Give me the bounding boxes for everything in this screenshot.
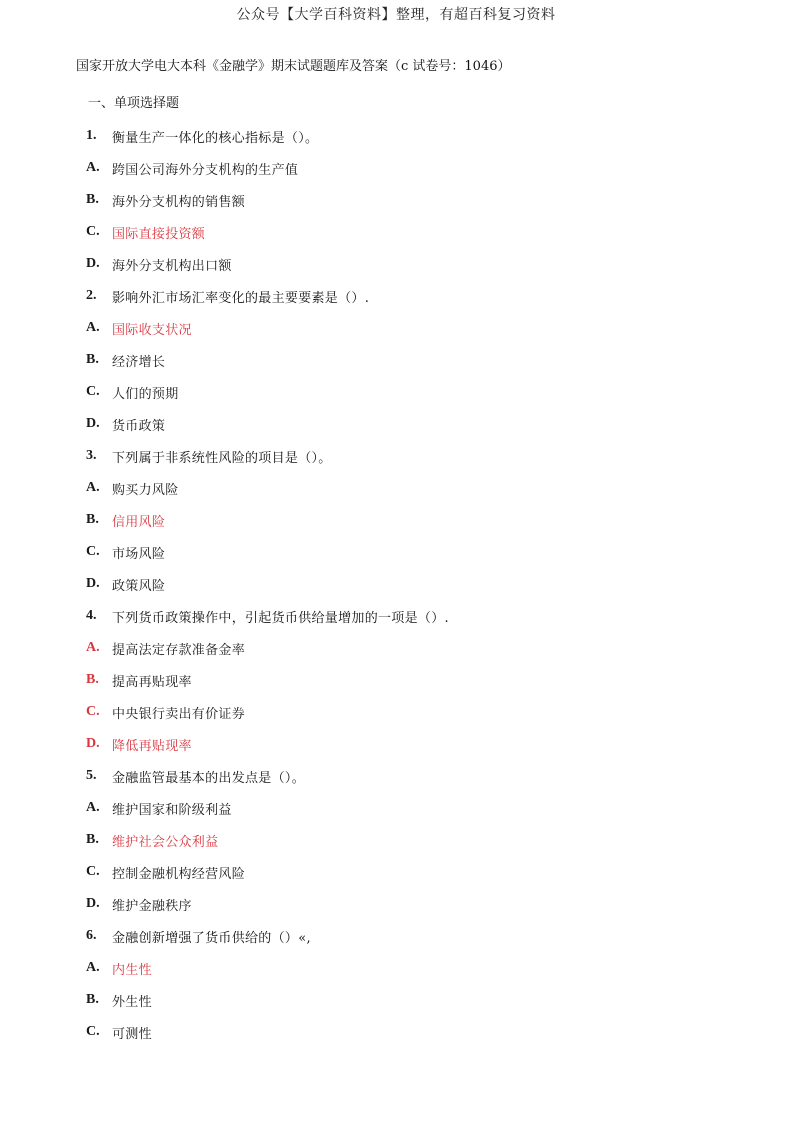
- option-label: A.: [86, 480, 100, 495]
- question-number: 4.: [86, 608, 97, 623]
- section-title: 一、单项选择题: [88, 96, 180, 111]
- option-text: 维护社会公众利益: [112, 834, 219, 850]
- option-text: 中央银行卖出有价证券: [112, 706, 246, 722]
- option-4-a: [86, 632, 726, 664]
- option-3-c: [86, 536, 726, 568]
- option-4-b: [86, 664, 726, 696]
- option-text: 海外分支机构出口额: [112, 258, 232, 274]
- option-label: C.: [86, 544, 100, 559]
- option-label: C.: [86, 384, 100, 399]
- option-text: 人们的预期: [112, 386, 179, 402]
- question-text: 下列货币政策操作中，引起货币供给量增加的一项是（）.: [112, 610, 449, 626]
- question-number: 1.: [86, 128, 97, 143]
- option-text: 市场风险: [112, 546, 166, 562]
- option-5-d: [86, 888, 726, 920]
- option-text: 内生性: [112, 962, 152, 978]
- option-label: C.: [86, 1024, 100, 1039]
- option-5-b: [86, 824, 726, 856]
- question-3: [86, 440, 726, 472]
- option-text: 购买力风险: [112, 482, 179, 498]
- question-text: 下列属于非系统性风险的项目是（）。: [112, 450, 332, 466]
- option-text: 提高法定存款准备金率: [112, 642, 246, 658]
- option-1-a: [86, 152, 726, 184]
- option-text: 维护国家和阶级利益: [112, 802, 232, 818]
- option-text: 维护金融秩序: [112, 898, 192, 914]
- question-number: 6.: [86, 928, 97, 943]
- document-title: 国家开放大学电大本科《金融学》期末试题题库及答案（c 试卷号：1046）: [76, 59, 511, 74]
- option-6-c: [86, 1016, 726, 1048]
- question-1: [86, 120, 726, 152]
- option-label: A.: [86, 800, 100, 815]
- option-2-a: [86, 312, 726, 344]
- option-label: A.: [86, 960, 100, 975]
- option-label: B.: [86, 832, 99, 847]
- option-1-b: [86, 184, 726, 216]
- option-label: A.: [86, 640, 100, 655]
- option-label: C.: [86, 704, 100, 719]
- option-text: 经济增长: [112, 354, 166, 370]
- option-label: C.: [86, 224, 100, 239]
- option-text: 货币政策: [112, 418, 166, 434]
- option-label: A.: [86, 320, 100, 335]
- option-text: 政策风险: [112, 578, 166, 594]
- option-label: B.: [86, 352, 99, 367]
- option-1-d: [86, 248, 726, 280]
- option-label: B.: [86, 192, 99, 207]
- option-5-a: [86, 792, 726, 824]
- option-label: D.: [86, 576, 100, 591]
- question-list: [86, 120, 726, 1048]
- option-text: 国际直接投资额: [112, 226, 206, 242]
- option-label: C.: [86, 864, 100, 879]
- option-text: 可测性: [112, 1026, 152, 1042]
- option-label: B.: [86, 672, 99, 687]
- page-header: 公众号【大学百科资料】整理，有超百科复习资料: [236, 7, 556, 23]
- option-2-b: [86, 344, 726, 376]
- question-text: 衡量生产一体化的核心指标是（）。: [112, 130, 319, 146]
- option-label: A.: [86, 160, 100, 175]
- question-4: [86, 600, 726, 632]
- option-3-a: [86, 472, 726, 504]
- question-number: 3.: [86, 448, 97, 463]
- option-text: 外生性: [112, 994, 152, 1010]
- option-text: 信用风险: [112, 514, 166, 530]
- question-2: [86, 280, 726, 312]
- option-label: D.: [86, 896, 100, 911]
- question-text: 影响外汇市场汇率变化的最主要要素是（）.: [112, 290, 370, 306]
- option-2-d: [86, 408, 726, 440]
- option-2-c: [86, 376, 726, 408]
- option-label: D.: [86, 416, 100, 431]
- option-text: 跨国公司海外分支机构的生产值: [112, 162, 299, 178]
- option-6-b: [86, 984, 726, 1016]
- option-3-d: [86, 568, 726, 600]
- option-4-c: [86, 696, 726, 728]
- option-4-d: [86, 728, 726, 760]
- option-text: 控制金融机构经营风险: [112, 866, 246, 882]
- option-5-c: [86, 856, 726, 888]
- option-text: 国际收支状况: [112, 322, 192, 338]
- option-text: 提高再贴现率: [112, 674, 192, 690]
- option-text: 海外分支机构的销售额: [112, 194, 246, 210]
- question-6: [86, 920, 726, 952]
- question-text: 金融创新增强了货币供给的（）«,: [112, 930, 311, 946]
- option-3-b: [86, 504, 726, 536]
- option-label: D.: [86, 736, 100, 751]
- option-6-a: [86, 952, 726, 984]
- option-label: B.: [86, 512, 99, 527]
- option-label: B.: [86, 992, 99, 1007]
- option-text: 降低再贴现率: [112, 738, 192, 754]
- question-5: [86, 760, 726, 792]
- question-number: 2.: [86, 288, 97, 303]
- option-label: D.: [86, 256, 100, 271]
- question-text: 金融监管最基本的出发点是（）。: [112, 770, 306, 786]
- option-1-c: [86, 216, 726, 248]
- question-number: 5.: [86, 768, 97, 783]
